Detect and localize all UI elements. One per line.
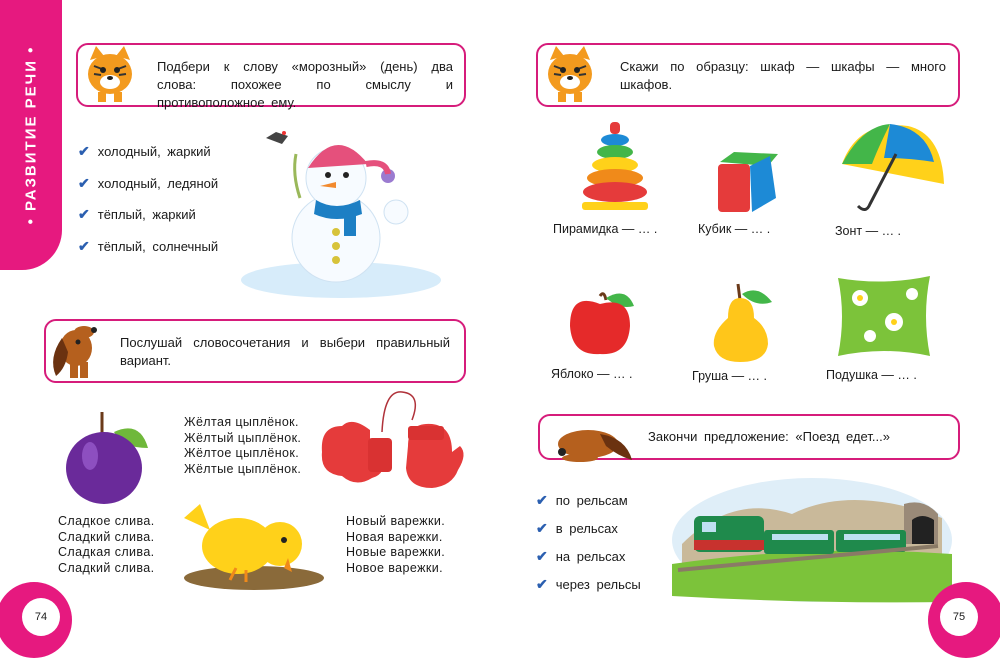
check-icon: ✔ [78,206,90,222]
snowman-illustration [236,120,446,302]
tiger-cub-icon [540,40,600,104]
check-icon: ✔ [78,238,90,254]
pillow-illustration [834,272,934,360]
item-caption: Зонт — … . [835,224,902,238]
tiger-cub-icon [80,40,140,104]
phrase: Сладкое слива. [58,514,155,528]
phrase: Сладкий слива. [58,560,155,575]
item-caption: Яблоко — … . [551,367,633,381]
section-title: • РАЗВИТИЕ РЕЧИ • [22,45,40,225]
page-number: 75 [940,598,978,636]
task-4-text: Закончи предложение: «Поезд едет...» [648,429,890,444]
task-1-text: Подбери к слову «морозный» (день) два слова: похожее по смыслу и противоположное ему. [157,59,453,110]
option-4: ✔ через рельсы [536,576,641,592]
check-icon: ✔ [78,143,90,159]
mittens-illustration [312,386,470,498]
option-3: ✔ на рельсах [536,548,626,564]
phrase: Жёлтая цыплёнок. [184,415,299,429]
option-1: ✔ холодный, жаркий [78,143,211,159]
phrase: Жёлтые цыплёнок. [184,461,302,476]
phrase: Жёлтое цыплёнок. [184,446,300,460]
mittens-phrases [346,514,456,576]
option-4: ✔ тёплый, солнечный [78,238,219,254]
phrase: Жёлтый цыплёнок. [184,430,302,445]
cube-illustration [712,148,782,216]
item-caption: Пирамидка — … . [553,222,658,236]
pyramid-illustration [580,120,650,212]
dog-icon [46,318,102,382]
task-3-text: Скажи по образцу: шкаф — шкафы — много шкафов. [620,59,946,92]
page-number: 74 [22,598,60,636]
umbrella-illustration [838,118,948,218]
phrase: Сладкий слива. [58,529,155,544]
check-icon: ✔ [536,576,548,592]
phrase: Сладкая слива. [58,545,155,559]
task-2-text: Послушай словосочетания и выбери правильный вариант. [120,335,450,368]
option-1: ✔ по рельсам [536,492,628,508]
option-2: ✔ холодный, ледяной [78,175,219,191]
item-caption: Груша — … . [692,369,767,383]
chick-illustration [176,484,326,592]
train-illustration [672,474,952,604]
item-caption: Подушка — … . [826,368,917,382]
phrase: Новое варежки. [346,560,443,575]
dog-icon [540,424,636,466]
item-caption: Кубик — … . [698,222,771,236]
plum-illustration [62,410,152,505]
phrase: Новый варежки. [346,514,446,528]
check-icon: ✔ [536,520,548,536]
phrase: Новая варежки. [346,529,443,544]
plum-phrases [58,514,158,576]
pear-illustration [706,280,776,372]
check-icon: ✔ [536,492,548,508]
phrase: Новые варежки. [346,545,446,559]
check-icon: ✔ [78,175,90,191]
apple-illustration [566,288,638,358]
option-2: ✔ в рельсах [536,520,618,536]
chick-phrases [184,415,304,477]
option-3: ✔ тёплый, жаркий [78,206,196,222]
check-icon: ✔ [536,548,548,564]
